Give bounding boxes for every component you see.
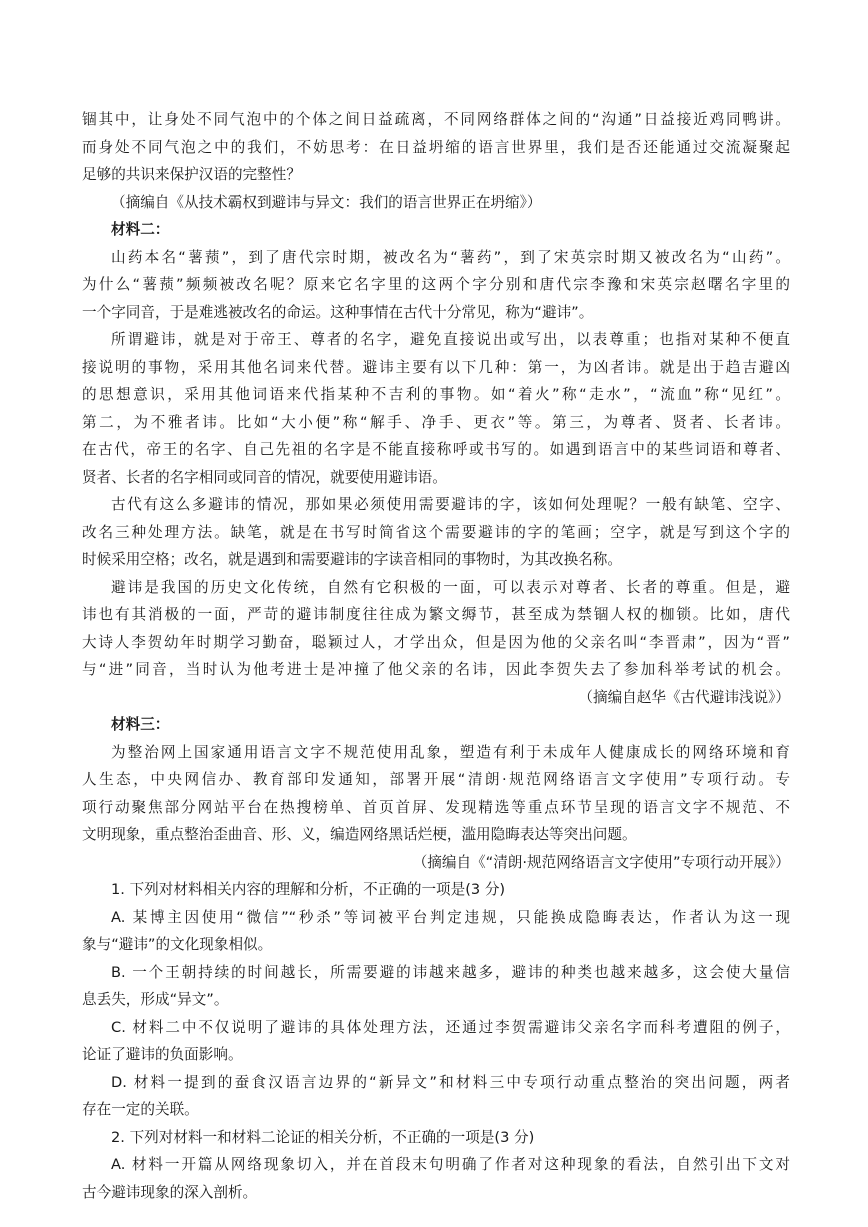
text-line: 人生态，中央网信办、教育部印发通知，部署开展“清朗·规范网络语言文字使用”专项行动。专 [82, 771, 790, 788]
text-line: C. 材料二中不仅说明了避讳的具体处理方法，还通过李贺需避讳父亲名字而科考遭阻的例子， [111, 1018, 790, 1036]
text-line: B. 一个王朝持续的时间越长，所需要避的讳越来越多，避讳的种类也越来越多，这会使大量信 [111, 963, 790, 981]
text-line: 古今避讳现象的深入剖析。 [82, 1183, 258, 1201]
question-1-option-a [82, 904, 790, 959]
text-line: 大诗人李贺幼年时期学习勤奋，聪颖过人，才学出众，但是因为他的父亲名叫“李晋肃”，因为“晋” [82, 633, 790, 651]
section-heading: 材料二： [111, 221, 170, 238]
text-line: 存在一定的关联。 [82, 1101, 199, 1118]
text-line: 为整治网上国家通用语言文字不规范使用乱象，塑造有利于未成年人健康成长的网络环境和育 [111, 743, 790, 761]
material-two-paragraph-2 [82, 326, 790, 491]
material-one-closing-paragraph [82, 106, 790, 189]
text-line: 而身处不同气泡之中的我们，不妨思考：在日益坍缩的语言世界里，我们是否还能通过交流凝聚起 [82, 138, 790, 156]
text-line: 项行动聚焦部分网站平台在热搜榜单、首页首屏、发现精选等重点环节呈现的语言文字不规范、不 [82, 798, 790, 816]
text-line: 避讳是我国的历史文化传统，自然有它积极的一面，可以表示对尊者、长者的尊重。但是，避 [111, 578, 790, 596]
text-line: 时候采用空格；改名，就是遇到和需要避讳的字读音相同的事物时，为其改换名称。 [82, 551, 622, 568]
source-citation-three [82, 849, 790, 877]
text-line: 改名三种处理方法。缺笔，就是在书写时简省这个需要避讳的字的笔画；空字，就是写到这个字的 [82, 523, 790, 541]
question-2-stem [82, 1124, 790, 1152]
question-1-option-c [82, 1014, 790, 1069]
text-line: 为什么“薯蓣”频频被改名呢？原来它名字里的这两个字分别和唐代宗李豫和宋英宗赵曙名字里的 [82, 276, 790, 293]
material-three-paragraph [82, 739, 790, 849]
text-line: （摘编自赵华《古代避讳浅说》） [578, 688, 790, 706]
text-line: 古代有这么多避讳的情况，那如果必须使用需要避讳的字，该如何处理呢？一般有缺笔、空字、 [111, 496, 790, 513]
text-line: （摘编自《“清朗·规范网络语言文字使用”专项行动开展》） [412, 853, 790, 871]
text-line: 足够的共识来保护汉语的完整性？ [82, 166, 301, 183]
question-1-option-d [82, 1069, 790, 1124]
section-heading: 材料三： [111, 716, 170, 733]
source-citation-one [82, 189, 790, 217]
text-line: 与“进”同音，当时认为他考进士是冲撞了他父亲的名讳，因此李贺失去了参加科举考试的机会。 [82, 661, 790, 678]
material-two-paragraph-1 [82, 244, 790, 327]
text-line: 象与“避讳”的文化现象相似。 [82, 936, 273, 953]
text-line: 锢其中，让身处不同气泡中的个体之间日益疏离，不同网络群体之间的“沟通”日益接近鸡同鸭讲。 [82, 111, 790, 128]
text-line: 2. 下列对材料一和材料二论证的相关分析，不正确的一项是(3 分) [111, 1128, 535, 1146]
material-three-heading [82, 711, 790, 739]
text-line: 讳也有其消极的一面，严苛的避讳制度往往成为繁文缛节，甚至成为禁锢人权的枷锁。比如，唐代 [82, 606, 790, 623]
text-line: 第二，为不雅者讳。比如“大小便”称“解手、净手、更衣”等。第三，为尊者、贤者、长者讳。 [82, 413, 790, 431]
text-line: 息丢失，形成“异文”。 [82, 991, 229, 1008]
material-two-paragraph-3 [82, 491, 790, 574]
text-line: （摘编自《从技术霸权到避讳与异文：我们的语言世界正在坍缩》） [111, 193, 542, 211]
question-1-option-b [82, 959, 790, 1014]
text-line: 山药本名“薯蓣”，到了唐代宗时期，被改名为“薯药”，到了宋英宗时期又被改名为“山药”。 [111, 248, 790, 266]
material-two-heading [82, 216, 790, 244]
source-citation-two [82, 684, 790, 712]
text-line: 一个字同音，于是难逃被改名的命运。这种事情在古代十分常见，称为“避讳”。 [82, 303, 594, 321]
text-line: 的思想意识，采用其他词语来代指某种不吉利的事物。如“着火”称“走水”，“流血”称“见红”。 [82, 386, 790, 403]
question-1-stem [82, 876, 790, 904]
text-line: 在古代，帝王的名字、自己先祖的名字是不能直接称呼或书写的。如遇到语言中的某些词语和尊者、 [82, 441, 790, 458]
text-line: 文明现象，重点整治歪曲音、形、义，编造网络黑话烂梗，滥用隐晦表达等突出问题。 [82, 826, 637, 843]
text-line: 贤者、长者的名字相同或同音的情况，就要使用避讳语。 [82, 468, 447, 486]
text-line: A. 某博主因使用“微信”“秒杀”等词被平台判定违规，只能换成隐晦表达，作者认为这一现 [111, 908, 790, 926]
text-line: 接说明的事物，采用其他名词来代替。避讳主要有以下几种：第一，为凶者讳。就是出于趋吉避凶 [82, 358, 790, 376]
text-line: 论证了避讳的负面影响。 [82, 1046, 243, 1063]
material-two-paragraph-4 [82, 574, 790, 684]
text-line: D. 材料一提到的蚕食汉语言边界的“新异文”和材料三中专项行动重点整治的突出问题，两者 [111, 1073, 790, 1091]
text-line: 1. 下列对材料相关内容的理解和分析，不正确的一项是(3 分) [111, 881, 506, 898]
question-2-option-a [82, 1151, 790, 1206]
text-line: 所谓避讳，就是对于帝王、尊者的名字，避免直接说出或写出，以表尊重；也指对某种不便直 [111, 331, 790, 348]
text-line: A. 材料一开篇从网络现象切入，并在首段末句明确了作者对这种现象的看法，自然引出下文对 [111, 1156, 790, 1173]
